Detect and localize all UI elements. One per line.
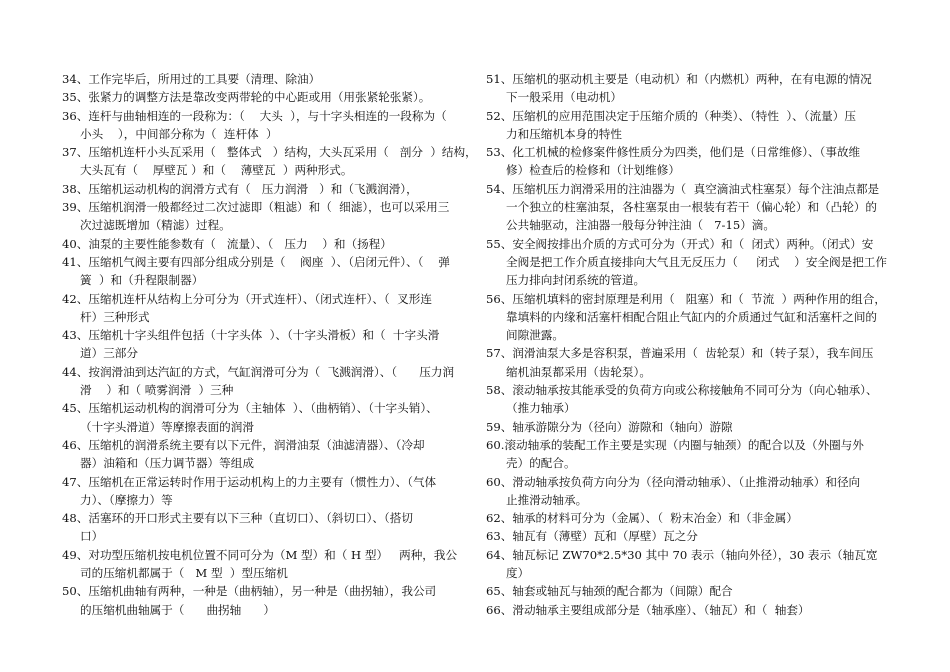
- question-item-continuation: 度）: [506, 566, 530, 581]
- question-item: 53、化工机械的检修案件修性质分为四类，他们是（日常维修）、（事故维: [486, 145, 861, 160]
- question-item-continuation: 修）检查后的检修和（计划维修）: [506, 163, 680, 178]
- question-item: 48、活塞环的开口形式主要有以下三种（直切口）、（斜切口）、（搭切: [62, 511, 413, 526]
- question-item-continuation: 全阀是把工作介质直接排向大气且无反压力（ 闭式 ）安全阀是把工作: [506, 254, 887, 269]
- question-item-continuation: 缩机油泵都采用（齿轮泵）。: [506, 364, 651, 379]
- question-item-continuation: 压力排向封闭系统的管道。: [506, 273, 646, 288]
- question-item-continuation: 小头 ），中间部分称为（ 连杆体 ）: [80, 126, 278, 141]
- question-item: 36、连杆与曲轴相连的一段称为：（ 大头 ），与十字头相连的一段称为（: [62, 108, 447, 123]
- question-item: 44、按润滑油到达汽缸的方式，气缸润滑可分为（ 飞溅润滑）、（ 压力润: [62, 364, 455, 379]
- question-item-continuation: 司的压缩机都属于（ M 型 ）型压缩机: [80, 566, 288, 581]
- question-item-continuation: 杆）三种形式: [80, 309, 150, 324]
- question-item: 43、压缩机十字头组件包括（十字头体 ）、（十字头滑板）和（ 十字头滑: [62, 328, 440, 343]
- question-item-continuation: 大头瓦有（ 厚壁瓦 ）和（ 薄壁瓦 ）两种形式。: [80, 163, 353, 178]
- question-item: 50、压缩机曲轴有两种，一种是（曲柄轴），另一种是（曲拐轴），我公司: [62, 584, 437, 599]
- question-item: 38、压缩机运动机构的润滑方式有（ 压力润滑 ）和（飞溅润滑），: [62, 181, 418, 196]
- left-column: [62, 70, 477, 619]
- question-item: 46、压缩机的润滑系统主要有以下元件，润滑油泵（油滤清器）、（冷却: [62, 437, 425, 452]
- question-item-continuation: 器）油箱和（压力调节器）等组成: [80, 456, 254, 471]
- question-item: 52、压缩机的应用范围决定于压缩介质的（种类）、（特性 ）、（流量）压: [486, 108, 856, 123]
- question-item: 34、工作完毕后，所用过的工具要（清理、除油）: [62, 72, 321, 86]
- question-item-continuation: 道）三部分: [80, 346, 138, 361]
- question-item: 37、压缩机连杆小头瓦采用（ 整体式 ）结构，大头瓦采用（ 剖分 ）结构，: [62, 145, 477, 160]
- question-item-continuation: 口）: [80, 529, 104, 544]
- question-item-continuation: 止推滑动轴承。: [506, 492, 588, 507]
- question-item: 60、滑动轴承按负荷方向分为（径向滑动轴承）、（止推滑动轴承）和径向: [486, 474, 861, 489]
- question-item-continuation: 间隙泄露。: [506, 328, 564, 343]
- question-item-continuation: 簧 ）和（升程限制器）: [80, 273, 204, 288]
- question-item: 35、张紧力的调整方法是靠改变两带轮的中心距或用（用张紧轮张紧）。: [62, 90, 431, 105]
- question-item: 62、轴承的材料可分为（金属）、（ 粉末冶金）和（非金属）: [486, 511, 798, 526]
- question-item-continuation: 下一般采用（电动机）: [506, 90, 622, 105]
- question-item-continuation: 公共轴驱动，注油器一般每分钟注油（ 7-15）滴。: [506, 218, 775, 233]
- right-column: [486, 70, 906, 619]
- question-item: 56、压缩机填料的密封原理是利用（ 阻塞）和（ 节流 ）两种作用的组合，: [486, 291, 886, 306]
- question-item: 51、压缩机的驱动机主要是（电动机）和（内燃机）两种，在有电源的情况: [486, 72, 872, 86]
- question-item-continuation: （推力轴承）: [506, 401, 576, 416]
- question-item: 39、压缩机润滑一般都经过二次过滤即（粗滤）和（ 细滤），也可以采用三: [62, 200, 450, 215]
- question-item-continuation: 力和压缩机本身的特性: [506, 126, 622, 141]
- question-item-continuation: 的压缩机曲轴属于（ 曲拐轴 ）: [80, 602, 275, 617]
- question-item: 57、润滑油泵大多是容积泵，普遍采用（ 齿轮泵）和（转子泵），我车间压: [486, 346, 874, 361]
- question-item-continuation: 靠填料的内缘和活塞杆相配合阻止气缸内的介质通过气缸和活塞杆之间的: [506, 309, 878, 324]
- question-item: 40、油泵的主要性能参数有（ 流量）、（ 压力 ）和（扬程）: [62, 236, 392, 251]
- question-item: 59、轴承游隙分为（径向）游隙和（轴向）游隙: [486, 419, 733, 434]
- question-item: 42、压缩机连杆从结构上分可分为（开式连杆）、（闭式连杆）、（ 叉形连: [62, 291, 432, 306]
- question-item-continuation: 次过滤既增加（精滤）过程。: [80, 218, 231, 233]
- question-item: 45、压缩机运动机构的润滑可分为（主轴体 ）、（曲柄销）、（十字头销）、: [62, 401, 438, 416]
- question-item: 60.滚动轴承的装配工作主要是实现（内圈与轴颈）的配合以及（外圈与外: [486, 437, 864, 452]
- question-item: 63、轴瓦有（薄壁）瓦和（厚壁）瓦之分: [486, 529, 698, 544]
- question-item-continuation: 壳）的配合。: [506, 456, 576, 471]
- question-item-continuation: （十字头滑道）等摩擦表面的润滑: [80, 419, 254, 434]
- question-item: 66、滑动轴承主要组成部分是（轴承座）、（轴瓦）和（ 轴套）: [486, 602, 810, 617]
- question-item: 54、压缩机压力润滑采用的注油器为（ 真空滴油式柱塞泵）每个注油点都是: [486, 181, 880, 196]
- question-item: 58、滚动轴承按其能承受的负荷方向或公称接触角不同可分为（向心轴承）、: [486, 383, 878, 398]
- question-item: 47、压缩机在正常运转时作用于运动机构上的力主要有（惯性力）、（气体: [62, 474, 437, 489]
- question-item: 41、压缩机气阀主要有四部分组成分别是（ 阀座 ）、（启闭元件）、（ 弹: [62, 254, 450, 269]
- question-item-continuation: 一个独立的柱塞油泵，各柱塞泵由一根装有若干（偏心轮）和（凸轮）的: [506, 200, 878, 215]
- question-item: 64、轴瓦标记 ZW70*2.5*30 其中 70 表示（轴向外径），30 表示（轴瓦宽: [486, 547, 878, 562]
- question-item-continuation: 滑 ）和（ 喷雾润滑 ）三种: [80, 383, 234, 398]
- question-item: 65、轴套或轴瓦与轴颈的配合都为（间隙）配合: [486, 584, 733, 599]
- question-item-continuation: 力）、（摩擦力）等: [80, 492, 173, 507]
- question-item: 49、对功型压缩机按电机位置不同可分为（M 型）和（ H 型） 两种，我公: [62, 547, 458, 562]
- question-item: 55、安全阀按排出介质的方式可分为（开式）和（ 闭式）两种。（闭式）安: [486, 236, 874, 251]
